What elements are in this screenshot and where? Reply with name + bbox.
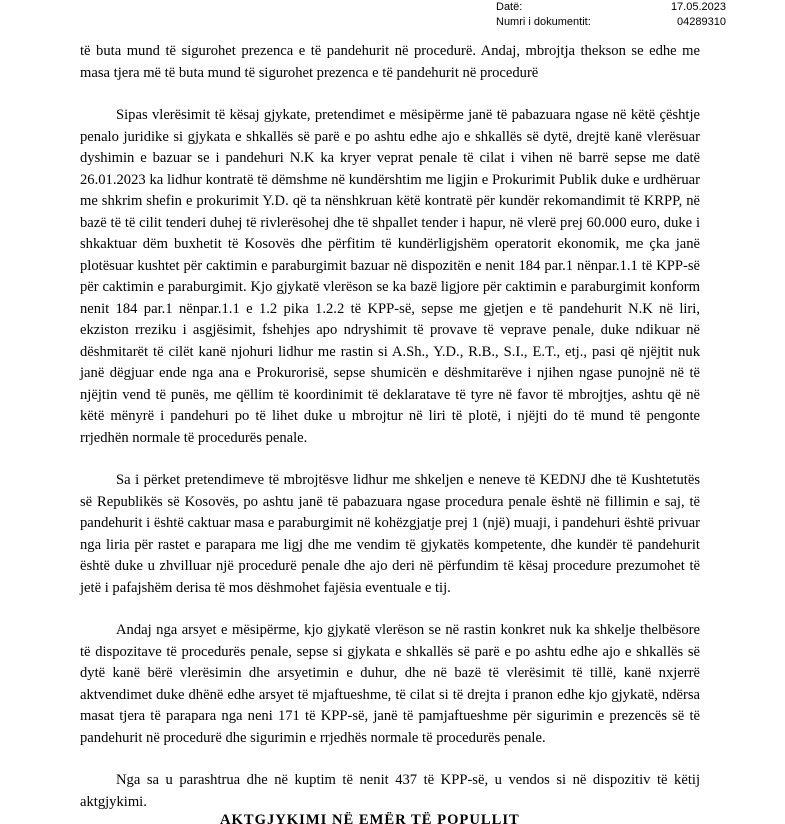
document-metadata [496, 0, 726, 30]
paragraph-court-assessment: Sipas vlerësimit të kësaj gjykate, pretendimet e mësipërme janë të pabazuara ngase në këtë çështje penalo juridike si gjykata e shkallës së parë e po ashtu edhe ajo e shkallës së dytë, drejtë kanë vlerësuar dyshimin e bazuar se i pandehuri N.K ka kryer veprat penale të cilat i vihen në barrë sepse me datë 26.01.2023 ka lidhur kontratë të dëmshme në kundërshtim me ligjin e Prokurimit Publik duke e urdhëruar me shkrim shefin e prokurimit Y.D. që ta nënshkruan këtë kontratë për kundër rekomandimit të KRPP, në bazë të të cilit tenderi duhej të rivlerësohej dhe të shpallet tender i hapur, në vlerë prej 60.000 euro, duke i shkaktuar dëm buxhetit të Kosovës dhe përfitim të kundërligjshëm operatorit ekonomik, me çka janë plotësuar kushtet për caktimin e paraburgimit bazuar në dispozitën e nenit 184 par.1 nënpar.1.1 të KPP-së për caktimin e paraburgimit. Kjo gjykatë vlerëson se ka bazë ligjore për caktimin e paraburgimit konform nenit 184 par.1 nënpar.1.1 e 1.2 pika 1.2.2 të KPP-së, sepse me gjetjen e të pandehurit N.K në liri, ekziston rreziku i asgjësimit, fshehjes apo ndryshimit të provave të veprave penale, duke ndikuar në dëshmitarët të cilët kanë njohuri lidhur me rastin si A.Sh., Y.D., R.B., S.I., E.T., etj., pasi që njëjtit nuk janë dëgjuar ende nga ana e Prokurorisë, sepse shumicën e dëshmitarëve i njihen ngase punojnë në të njëjtin vend të punës, me qëllim të koordinimit të deklaratave të tyre në favor të mbrojtjes, ashtu që në këtë mënyrë i pandehuri po të lihet duke u mbrojtur në liri të plotë, i njëjti do të mund të pengonte rrjedhën normale të procedurës penale. [80, 107, 700, 446]
paragraph-conclusion: Andaj nga arsyet e mësipërme, kjo gjykatë vlerëson se në rastin konkret nuk ka shkelje thelbësore të dispozitave të procedurës penale, sepse si gjykata e shkallës së parë e po ashtu edhe ajo e shkallës së dytë kanë bërë vlerësimin dhe arsyetimin e duhur, dhe në bazë të vlerësimit të tillë, kanë nxjerrë aktvendimet duke dhënë edhe arsyet të mjaftueshme, të cilat si të drejta i pranon edhe kjo gjykatë, ndërsa masat tjera të parapara nga neni 171 të KPP-së, janë të pamjaftueshme për sigurimin e prezencës së të pandehurit në procedurë dhe sigurimin e rrjedhës normale të procedurës penale. [80, 622, 700, 746]
document-number-value: 04289310 [677, 16, 726, 28]
date-row [496, 0, 726, 15]
paragraph-echr-claims: Sa i përket pretendimeve të mbrojtësve lidhur me shkeljen e neneve të KEDNJ dhe të Kushtetutës së Republikës së Kosovës, po ashtu janë të pabazuara ngase procedura penale është në fillimin e saj, të pandehurit i është caktuar masa e paraburgimit në kohëzgjatje prej 1 (një) muaji, i pandehuri është privuar nga liria për rastet e parapara me ligj dhe me vendim të gjykatës kompetente, dhe kundër të pandehurit është duke u zhvilluar një procedurë penale dhe ajo deri në përfundim të kësaj procedure prezumohet të jetë i pafajshëm derisa të mos dëshmohet fajësia eventuale e tij. [80, 472, 700, 596]
date-value: 17.05.2023 [670, 1, 726, 13]
paragraph-continuation: të buta mund të sigurohet prezenca e të pandehurit në procedurë. Andaj, mbrojtja thekson se edhe me masa tjera më të buta mund të sigurohet prezenca e të pandehurit në procedurë [80, 43, 700, 81]
section-heading: AKTGJYKIMI NË EMËR TË POPULLIT [220, 812, 520, 824]
paragraph-decision: Nga sa u parashtrua dhe në kuptim të nenit 437 të KPP-së, u vendos si në dispozitiv të këtij aktgjykimi. [80, 772, 700, 810]
date-label: Datë: [496, 1, 523, 13]
document-number-row [496, 15, 726, 30]
document-body [80, 41, 700, 813]
document-number-label: Numri i dokumentit: [496, 16, 591, 28]
